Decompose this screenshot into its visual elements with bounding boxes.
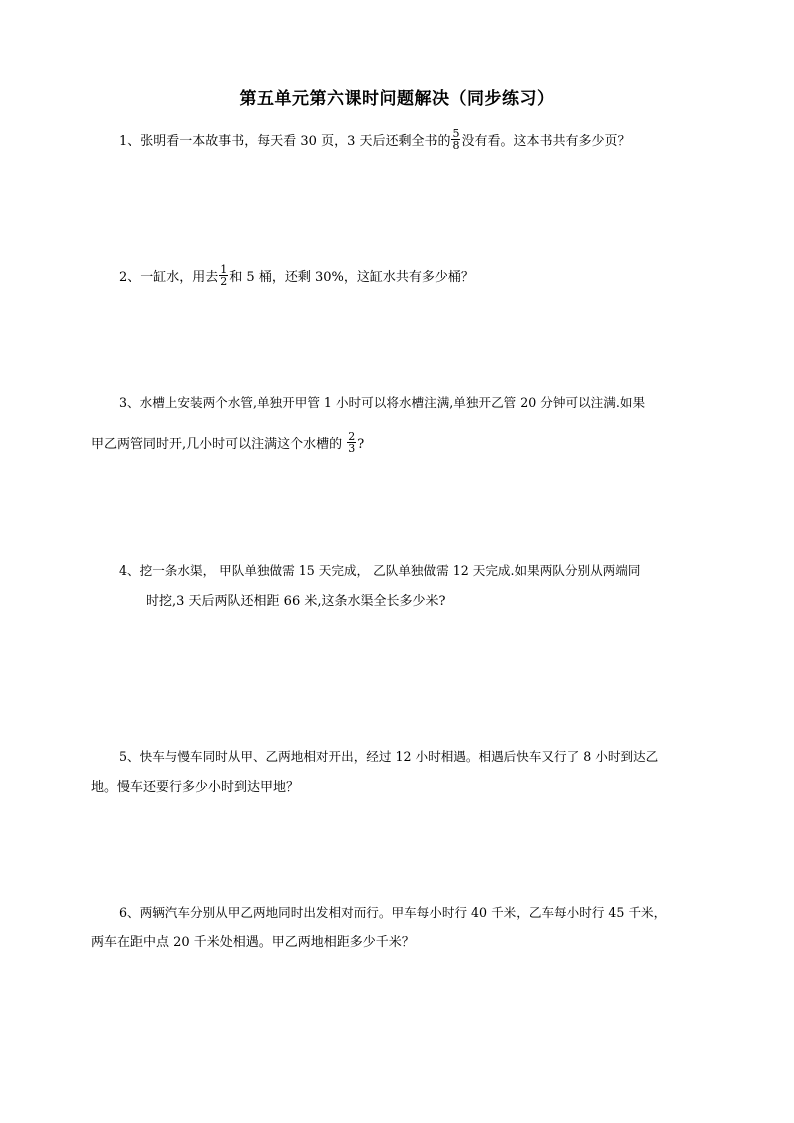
question-3-text-before: 甲乙两管同时开,几小时可以注满这个水槽的	[91, 437, 343, 452]
question-3-line-2	[91, 430, 365, 456]
question-4-line-1: 4、挖一条水渠， 甲队单独做需 15 天完成， 乙队单独做需 12 天完成.如果两队分别从两端同	[119, 563, 641, 578]
question-3-fraction	[347, 431, 356, 454]
fraction-numerator: 1	[220, 263, 228, 276]
question-3-line-1: 3、水槽上安装两个水管,单独开甲管 1 小时可以将水槽注满,单独开乙管 20 分钟可以注满.如果	[119, 395, 646, 410]
fraction-denominator: 3	[348, 442, 356, 455]
question-4-line-2: 时挖,3 天后两队还相距 66 米,这条水渠全长多少米?	[146, 594, 446, 609]
question-2-text-after: 和 5 桶，还剩 30%，这缸水共有多少桶？	[229, 270, 474, 285]
question-3-text-after: ?	[357, 437, 365, 452]
question-2	[119, 263, 474, 289]
question-5-line-2: 地。慢车还要行多少小时到达甲地？	[91, 780, 300, 795]
question-1-text-after: 没有看。这本书共有多少页？	[461, 134, 631, 149]
question-2-fraction	[219, 264, 228, 287]
page-title: 第五单元第六课时问题解决（同步练习）	[239, 89, 555, 109]
fraction-numerator: 2	[348, 430, 356, 443]
question-1-fraction	[451, 128, 460, 151]
fraction-denominator: 8	[452, 139, 460, 152]
question-1-text-before: 1、张明看一本故事书，每天看 30 页，3 天后还剩全书的	[119, 134, 451, 149]
question-6-line-2: 两车在距中点 20 千米处相遇。甲乙两地相距多少千米？	[91, 935, 415, 950]
question-2-text-before: 2、一缸水，用去	[119, 270, 219, 285]
question-5-line-1: 5、快车与慢车同时从甲、乙两地相对开出，经过 12 小时相遇。相遇后快车又行了 8 小时到达乙	[119, 749, 659, 764]
fraction-numerator: 5	[452, 127, 460, 140]
fraction-denominator: 2	[220, 275, 228, 288]
question-1	[119, 127, 631, 153]
question-6-line-1: 6、两辆汽车分别从甲乙两地同时出发相对而行。甲车每小时行 40 千米，乙车每小时行 45 千米，	[119, 905, 667, 920]
